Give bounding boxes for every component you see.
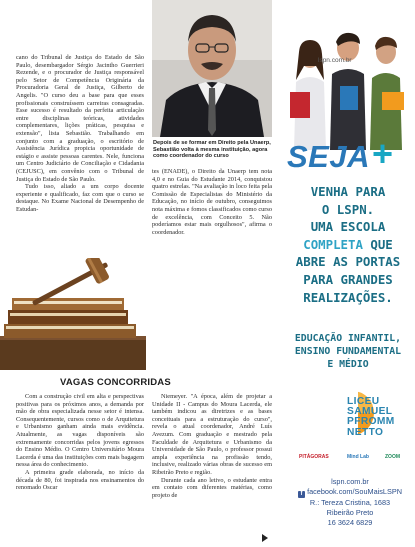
partner-zoom: ZOOM: [385, 454, 400, 460]
ad-line: ABRE AS PORTAS: [295, 254, 401, 270]
ad-line: REALIZAÇÕES.: [303, 289, 393, 305]
school-logo: [347, 397, 395, 438]
ad-subtitle: [282, 332, 414, 371]
continue-arrow-icon: [262, 534, 268, 542]
contact-facebook[interactable]: [286, 487, 414, 498]
facebook-url[interactable]: facebook.com/SouMaisLSPN: [307, 487, 402, 496]
ad-line: O LSPN.: [321, 201, 375, 217]
contact-address: R.: Tereza Cristina, 1683: [309, 498, 391, 507]
students-illustration: [286, 22, 412, 150]
ad-headline: SEJA: [287, 139, 370, 174]
article-column-middle-top: [152, 168, 272, 236]
photo-caption: Depois de se formar em Direito pela Unaerp, Sebastião volta à mesma instituição, agora como coordenador do curso: [153, 140, 271, 160]
facebook-icon: f: [298, 491, 305, 498]
ad-line: [282, 236, 414, 254]
partner-pitagoras: PITÁGORAS: [299, 454, 329, 460]
logo-line: SAMUEL: [347, 406, 393, 418]
partner-logos: [285, 452, 413, 470]
contact-phone: 16 3624 6829: [327, 518, 373, 527]
paragraph: Niemeyer. "A época, além de projetar a Unidade II - Campus do Moura Lacerda, ele também indicou as diretrizes e as bases conceituais para a estruturação do curso", revela o atual coordenador, André Luís Avezum. Com graduação e mestrado pela Faculdade de Arquitetura e Urbanismo da Universidade de São Paulo, o professor possui ampla experiência na profissão tendo, inclusive, realizado várias obras de sucesso em Ribeirão Preto e região.: [152, 393, 272, 476]
books-gavel-image: [0, 258, 146, 370]
ad-line: PARA GRANDES: [303, 271, 393, 287]
paragraph: tes (ENADE), o Direito da Unaerp tem nota 4,0 e no Guia do Estudante 2014, conquistou quatro estrelas. "Na avaliação in loco feita pela Comissão de Especialistas do Ministério da Educação, no início de outubro, conseguimos nota máxima e fomos classificados como curso de excelência, com Conceito 5. Não poderíamos estar mais orgulhosos", afirma o coordenador.: [152, 168, 272, 236]
article-column-left-top: [16, 54, 144, 213]
plus-icon: +: [372, 133, 394, 174]
logo-line: PFROMM: [347, 416, 395, 428]
logo-line: NETTO: [347, 426, 384, 438]
ad-line: UMA ESCOLA: [310, 219, 386, 235]
paragraph: Com a construção civil em alta e perspectivas positivas para os próximos anos, a demanda por mão de obra especializada nesse setor é intensa. Consequentemente, cursos como o de Arquitetura e Urbanismo ganham ainda mais evidência. Atualmente, as vagas disponíveis são extremamente concorridas pelos jovens egressos do Ensino Médio. O Centro Universitário Moura Lacerda é uma das instituições com mais bagagem nessa área do conhecimento.: [16, 393, 144, 469]
ad-sub-line: ENSINO FUNDAMENTAL: [294, 346, 402, 357]
section-title: VAGAS CONCORRIDAS: [60, 377, 171, 388]
ad-sub-line: EDUCAÇÃO INFANTIL,: [294, 333, 402, 344]
ad-body-text: [282, 183, 414, 306]
portrait-illustration: [152, 0, 272, 137]
contact-site[interactable]: lspn.com.br: [331, 477, 369, 486]
ad-url-top[interactable]: lspn.com.br: [318, 57, 352, 64]
ad-sub-line: E MÉDIO: [327, 359, 369, 370]
partner-mindlab: Mind Lab: [347, 454, 369, 460]
paragraph: Durante cada ano letivo, o estudante entra em contato com diferentes matérias, como projeto de: [152, 476, 272, 499]
coordinator-photo: [152, 0, 272, 137]
ad-line: VENHA PARA: [310, 184, 386, 199]
article-column-middle-bottom: [152, 393, 272, 499]
paragraph: cano do Tribunal de Justiça do Estado de São Paulo, desembargador Sérgio Jacintho Guerrieri Rezende, e o procurador de Justiça responsável pelo Setor de Competência Originária da Procuradoria Geral de Justiça, Gilberto de Angelis. "O curso deu a base para que esses profissionais construíssem carreiras consagradas. Esse sucesso é resultado da perfeita articulação entre disciplinas teóricas, atividades complementares, lições práticas, pesquisa e extensão", lista Sebastião. Trabalhando em conjunto com a graduação, o escritório de Assistência Jurídica propicia oportunidade de estágio e assiste pessoas carentes. Nele, funciona um Centro Judiciário de Conciliação e Cidadania (CEJUSC), em convênio com o Tribunal de Justiça do Estado de São Paulo.: [16, 54, 144, 183]
ad-highlight-word: COMPLETA: [303, 236, 363, 252]
ad-line-suffix: QUE: [362, 236, 393, 252]
logo-line: LICEU: [347, 396, 380, 407]
contact-info: [286, 477, 414, 528]
paragraph: Tudo isso, aliado a um corpo docente experiente e qualificado, faz com que o curso se destaque. No Exame Nacional de Desempenho de Estudan-: [16, 183, 144, 213]
article-column-left-bottom: [16, 393, 144, 492]
contact-city: Ribeirão Preto: [326, 508, 374, 517]
paragraph: A primeira grade elaborada, no início da década de 80, foi inspirada nos ensinamentos do renomado Oscar: [16, 468, 144, 492]
